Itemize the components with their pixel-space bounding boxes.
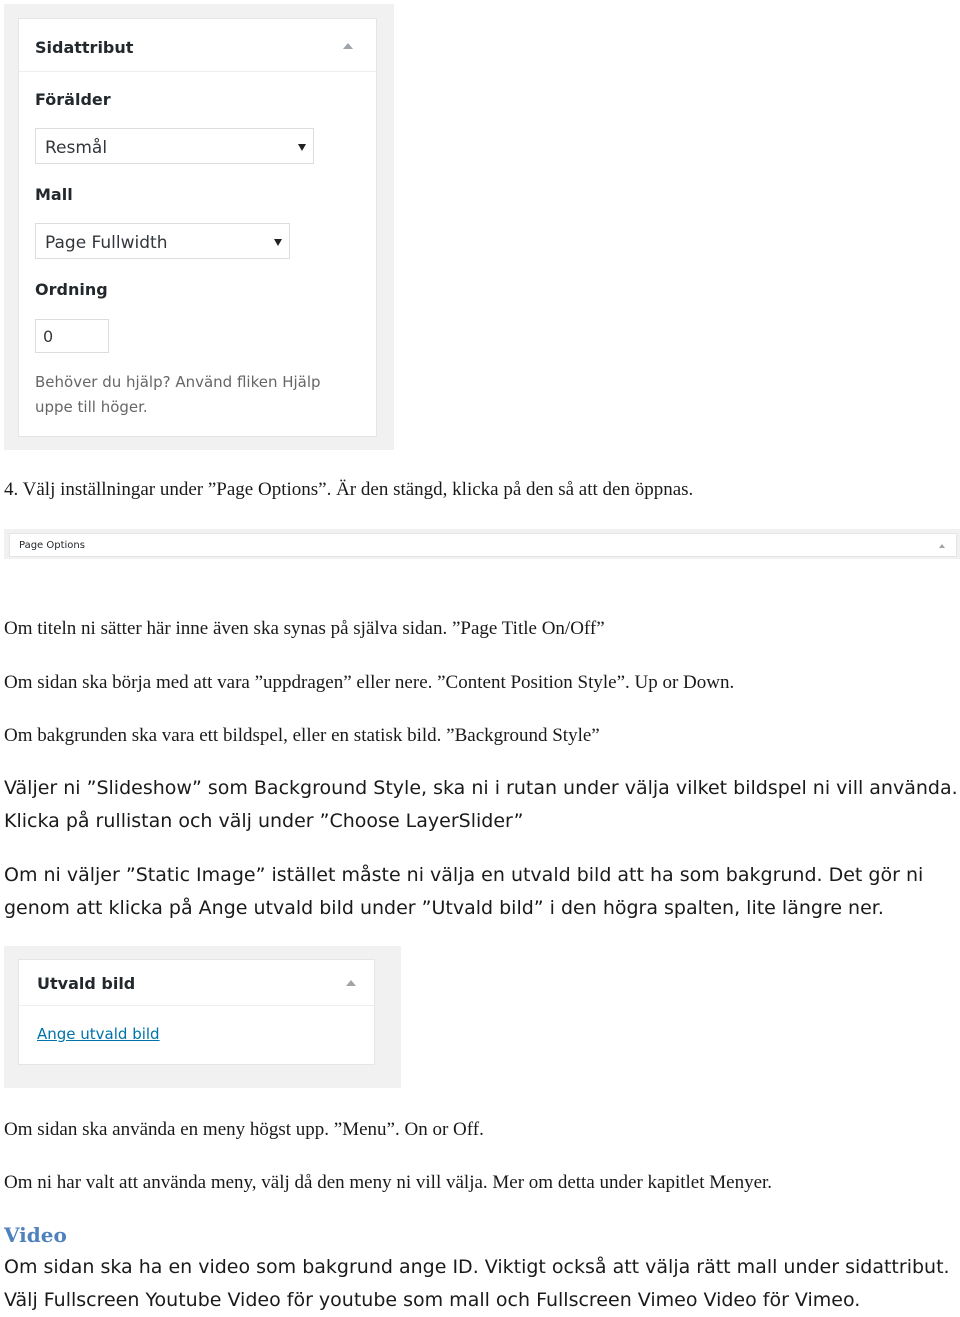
chevron-down-icon [298, 144, 306, 151]
order-input[interactable]: 0 [35, 319, 109, 353]
paragraph-background-style: Om bakgrunden ska vara ett bildspel, eller en statisk bild. ”Background Style” [4, 725, 600, 746]
order-label: Ordning [35, 280, 108, 299]
utvald-bild-screenshot [4, 946, 401, 1088]
paragraph-static-image-line-1: Om ni väljer ”Static Image” istället måste ni välja en utvald bild att ha som bakgrund. Det gör ni [4, 864, 924, 886]
page-options-title: Page Options [19, 540, 85, 551]
utvald-bild-panel [18, 959, 375, 1065]
paragraph-slideshow-line-1: Väljer ni ”Slideshow” som Background Style, ska ni i rutan under välja vilket bildspel ni vill använda. [4, 777, 958, 799]
parent-select[interactable] [35, 128, 314, 164]
help-text: Behöver du hjälp? Använd fliken Hjälp uppe till höger. [35, 373, 321, 416]
page-options-screenshot [4, 529, 960, 559]
paragraph-menu: Om sidan ska använda en meny högst upp. ”Menu”. On or Off. [4, 1119, 484, 1140]
paragraph-slideshow-line-2: Klicka på rullistan och välj under ”Choose LayerSlider” [4, 810, 524, 832]
template-label: Mall [35, 185, 73, 204]
video-line-1: Om sidan ska ha en video som bakgrund ange ID. Viktigt också att välja rätt mall under sidattribut. [4, 1256, 950, 1278]
paragraph-static-image-line-2: genom att klicka på Ange utvald bild under ”Utvald bild” i den högra spalten, lite längre ner. [4, 897, 884, 919]
parent-select-value: Resmål [45, 138, 108, 158]
sidattribut-panel [18, 18, 377, 437]
chevron-down-icon [274, 239, 282, 246]
template-select-value: Page Fullwidth [45, 233, 168, 253]
parent-label: Förälder [35, 90, 111, 109]
collapse-arrow-icon[interactable] [343, 43, 353, 49]
sidattribut-title: Sidattribut [35, 38, 134, 57]
video-line-2: Välj Fullscreen Youtube Video för youtube som mall och Fullscreen Vimeo Video för Vimeo. [4, 1289, 861, 1311]
collapse-arrow-icon[interactable] [346, 980, 356, 986]
page-options-panel[interactable] [9, 533, 957, 557]
paragraph-menu-choice: Om ni har valt att använda meny, välj då den meny ni vill välja. Mer om detta under kapitlet Menyer. [4, 1172, 773, 1193]
step-4-text: 4. Välj inställningar under ”Page Options”. Är den stängd, klicka på den så att den öppnas. [4, 479, 694, 500]
paragraph-content-position: Om sidan ska börja med att vara ”uppdragen” eller nere. ”Content Position Style”. Up or Down. [4, 672, 735, 693]
video-heading: Video [4, 1223, 67, 1247]
utvald-bild-header[interactable] [19, 960, 374, 1006]
template-select[interactable] [35, 223, 290, 259]
paragraph-page-title: Om titeln ni sätter här inne även ska synas på själva sidan. ”Page Title On/Off” [4, 618, 605, 639]
set-featured-image-link[interactable]: Ange utvald bild [37, 1025, 160, 1043]
utvald-bild-title: Utvald bild [37, 974, 136, 993]
sidattribut-screenshot [4, 4, 394, 450]
collapse-arrow-icon[interactable] [939, 544, 945, 548]
sidattribut-header[interactable] [19, 19, 376, 72]
